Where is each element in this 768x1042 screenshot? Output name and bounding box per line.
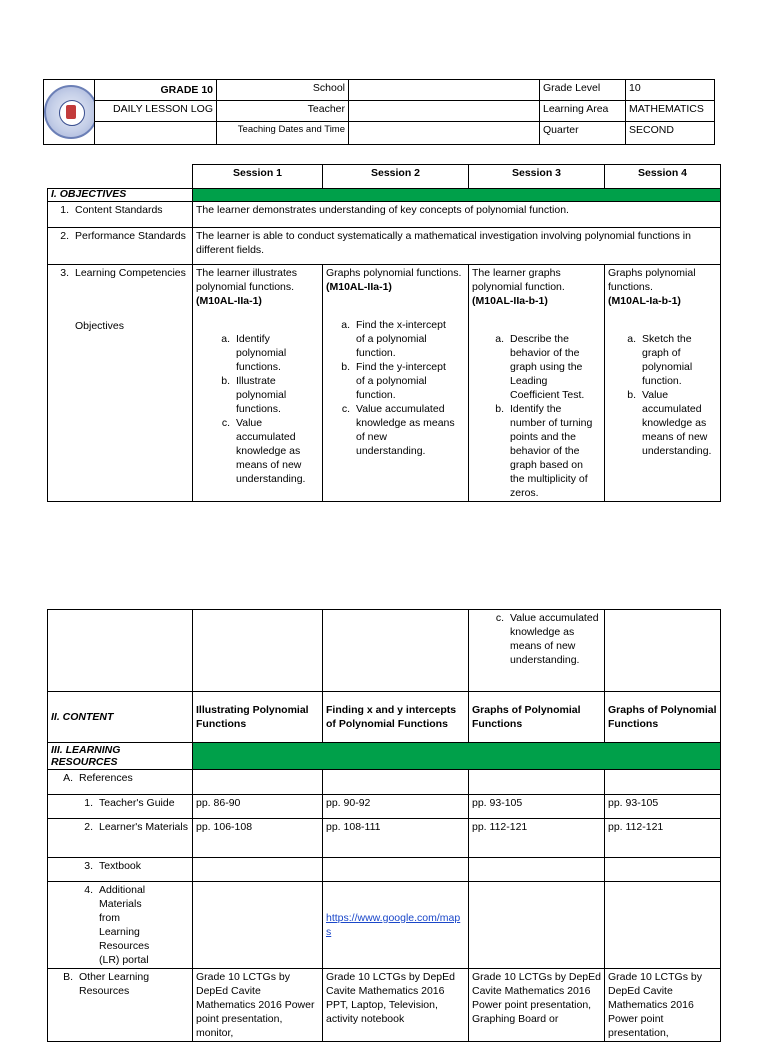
- content-standards-label: 1. Content Standards: [48, 202, 193, 228]
- teacher-label: Teacher: [217, 100, 349, 122]
- performance-standards-text: The learner is able to conduct systematically a mathematical investigation involving polynomial functions in different fields.: [193, 228, 721, 265]
- competencies-label: 3. Learning Competencies Objectives: [48, 265, 193, 502]
- continued-objective-session-3: c. Value accumulated knowledge as means of new understanding.: [469, 610, 605, 692]
- session-1-header: Session 1: [193, 165, 323, 189]
- resources-green-bar: [193, 743, 721, 770]
- content-heading: II. CONTENT: [48, 692, 193, 743]
- resources-table: [47, 609, 721, 1042]
- teachers-guide-session-1: pp. 86-90: [193, 795, 323, 819]
- deped-seal-cell: [44, 80, 95, 145]
- deped-seal-logo: [44, 85, 95, 139]
- competency-session-2: Graphs polynomial functions. (M10AL-IIa-1) a. Find the x-intercept of a polynomial function. b. Find the y-intercept of a polynomial function. c. Value accumulated knowledge as means of new understanding.: [323, 265, 469, 502]
- quarter-label: Quarter: [540, 122, 626, 145]
- additional-materials-session-2: [323, 882, 469, 969]
- google-maps-link[interactable]: https://www.google.com/maps: [326, 912, 461, 938]
- school-label: School: [217, 80, 349, 101]
- content-standards-text: The learner demonstrates understanding of key concepts of polynomial function.: [193, 202, 721, 228]
- learners-materials-session-3: pp. 112-121: [469, 819, 605, 858]
- other-resources-session-3: Grade 10 LCTGs by DepEd Cavite Mathematics 2016 Power point presentation, Graphing Board or: [469, 969, 605, 1042]
- learners-materials-session-4: pp. 112-121: [605, 819, 721, 858]
- learners-materials-session-1: pp. 106-108: [193, 819, 323, 858]
- learning-area-label: Learning Area: [540, 100, 626, 122]
- textbook-label: 3. Textbook: [48, 858, 193, 882]
- log-title: DAILY LESSON LOG: [95, 100, 217, 122]
- content-session-2: Finding x and y intercepts of Polynomial Functions: [323, 692, 469, 743]
- content-session-1: Illustrating Polynomial Functions: [193, 692, 323, 743]
- teacher-field[interactable]: [349, 100, 540, 122]
- teachers-guide-label: 1. Teacher's Guide: [48, 795, 193, 819]
- competency-session-3: The learner graphs polynomial function. (M10AL-IIa-b-1) a. Describe the behavior of the graph using the Leading Coefficient Test. b. Identify the number of turning points and the behavior of the graph based on the multiplicity of zeros.: [469, 265, 605, 502]
- objectives-green-bar: [193, 189, 721, 202]
- additional-materials-label: 4. Additional Materials from Learning Resources (LR) portal: [48, 882, 193, 969]
- session-4-header: Session 4: [605, 165, 721, 189]
- other-resources-session-4: Grade 10 LCTGs by DepEd Cavite Mathematics 2016 Power point presentation,: [605, 969, 721, 1042]
- objectives-heading: I. OBJECTIVES: [48, 189, 193, 202]
- content-session-4: Graphs of Polynomial Functions: [605, 692, 721, 743]
- objectives-label: Objectives: [75, 320, 125, 332]
- grade-level-value: 10: [626, 80, 715, 101]
- resources-heading: III. LEARNING RESOURCES: [48, 743, 193, 770]
- performance-standards-label: 2. Performance Standards: [48, 228, 193, 265]
- other-resources-session-2: Grade 10 LCTGs by DepEd Cavite Mathematics 2016 PPT, Laptop, Television, activity notebook: [323, 969, 469, 1042]
- competency-session-1: The learner illustrates polynomial functions. (M10AL-IIa-1) a. Identify polynomial functions. b. Illustrate polynomial functions. c. Value accumulated knowledge as means of new understanding.: [193, 265, 323, 502]
- school-field[interactable]: [349, 80, 540, 101]
- content-session-3: Graphs of Polynomial Functions: [469, 692, 605, 743]
- references-label: A. References: [48, 770, 193, 795]
- teachers-guide-session-3: pp. 93-105: [469, 795, 605, 819]
- quarter-value: SECOND: [626, 122, 715, 145]
- competency-session-4: Graphs polynomial functions. (M10AL-Ia-b-1) a. Sketch the graph of polynomial function. b. Value accumulated knowledge as means of new understanding.: [605, 265, 721, 502]
- other-resources-session-1: Grade 10 LCTGs by DepEd Cavite Mathematics 2016 Power point presentation, monitor,: [193, 969, 323, 1042]
- other-resources-label: B. Other Learning Resources: [48, 969, 193, 1042]
- grade-title: GRADE 10: [95, 80, 217, 101]
- objectives-table: [47, 164, 721, 502]
- session-2-header: Session 2: [323, 165, 469, 189]
- learners-materials-label: 2. Learner's Materials: [48, 819, 193, 858]
- grade-level-label: Grade Level: [540, 80, 626, 101]
- learners-materials-session-2: pp. 108-111: [323, 819, 469, 858]
- teachers-guide-session-4: pp. 93-105: [605, 795, 721, 819]
- learning-area-value: MATHEMATICS: [626, 100, 715, 122]
- header-table: [43, 79, 715, 145]
- dates-field[interactable]: [349, 122, 540, 145]
- teachers-guide-session-2: pp. 90-92: [323, 795, 469, 819]
- dates-label: Teaching Dates and Time: [217, 122, 349, 145]
- session-3-header: Session 3: [469, 165, 605, 189]
